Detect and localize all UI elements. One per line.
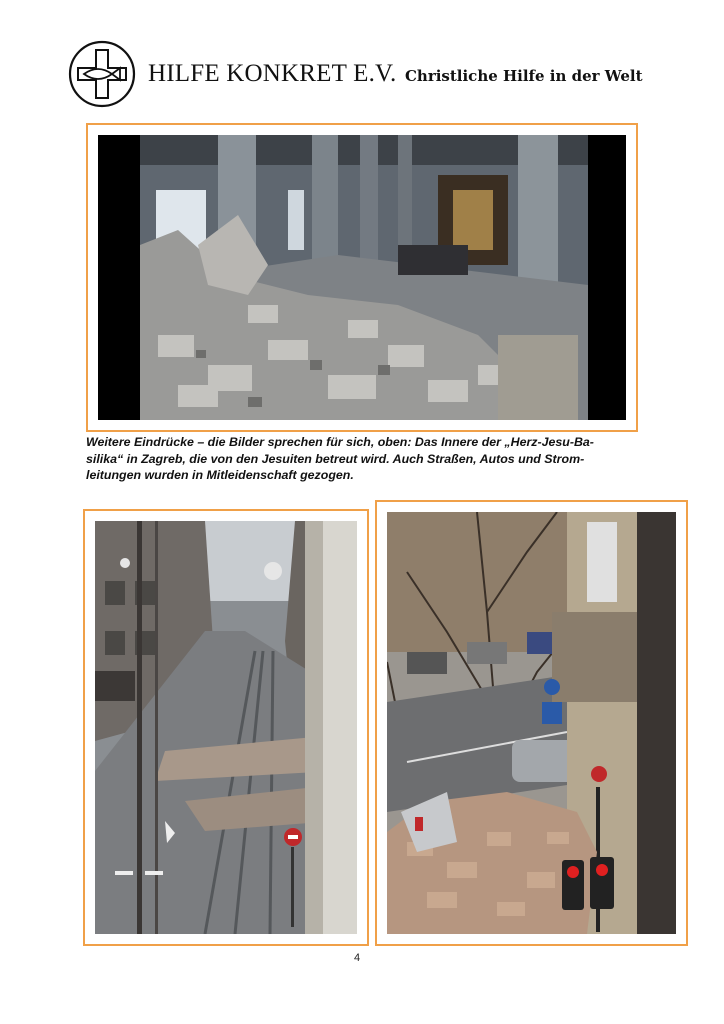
organization-name: HILFE KONKRET E.V. <box>148 60 397 87</box>
page-header <box>148 60 643 88</box>
caption-line: Weitere Eindrücke – die Bilder sprechen für sich, oben: Das Innere der „Herz-Jesu-Ba- <box>86 435 594 449</box>
photo-frame-street <box>83 509 369 946</box>
photo-crushed-car <box>387 512 676 934</box>
organization-logo <box>68 40 136 108</box>
photo-basilica-interior <box>98 135 626 420</box>
photo-frame-car <box>375 500 688 946</box>
photo-street-debris <box>95 521 357 934</box>
page-number: 4 <box>354 952 361 964</box>
photo-caption <box>86 434 646 484</box>
caption-line: leitungen wurden in Mitleidenschaft gezogen. <box>86 468 354 482</box>
organization-tagline: Christliche Hilfe in der Welt <box>404 67 643 85</box>
caption-line: silika“ in Zagreb, die von den Jesuiten betreut wird. Auch Straßen, Autos und Strom- <box>86 451 585 466</box>
photo-frame-basilica <box>86 123 638 432</box>
